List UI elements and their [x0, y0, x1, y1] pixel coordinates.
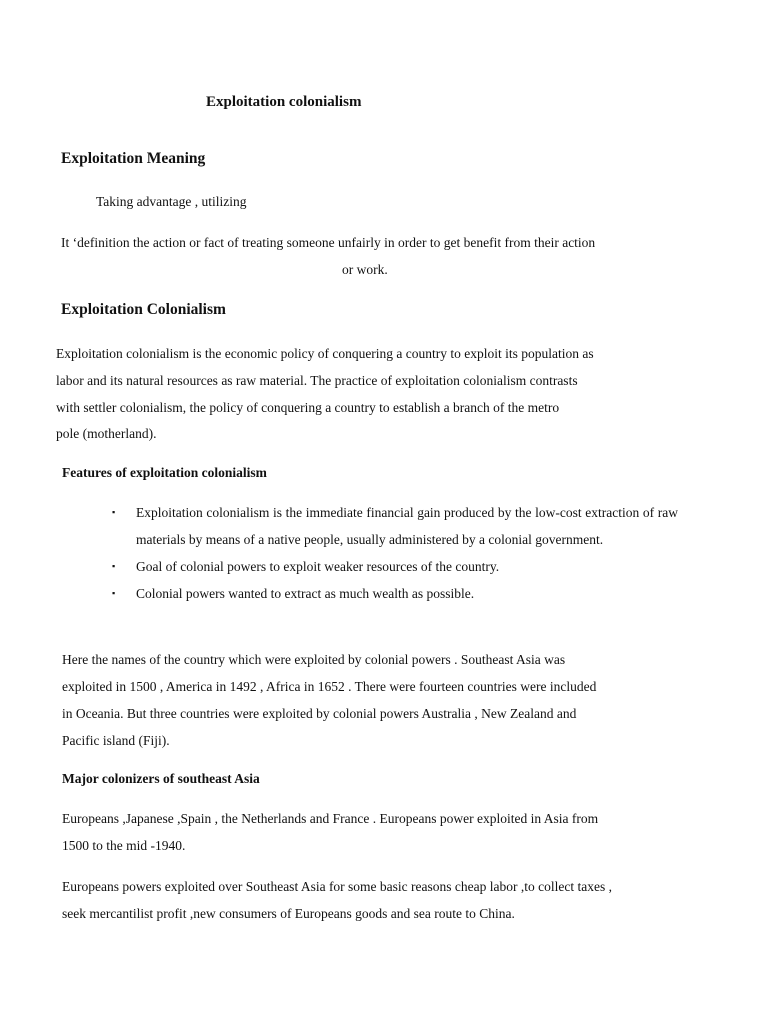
reasons-line-1: Europeans powers exploited over Southeast Asia for some basic reasons cheap labor ,to collect taxes ,	[62, 879, 612, 894]
countries-line-4: Pacific island (Fiji).	[62, 733, 170, 748]
list-item	[110, 553, 678, 580]
countries-line-2: exploited in 1500 , America in 1492 , Africa in 1652 . There were fourteen countries were included	[62, 679, 597, 694]
features-heading: Features of exploitation colonialism	[62, 465, 267, 480]
reasons-line-2: seek mercantilist profit ,new consumers of Europeans goods and sea route to China.	[62, 906, 515, 921]
bullet-icon: ▪	[112, 507, 116, 517]
features-list	[110, 499, 678, 607]
colonialism-line-3: with settler colonialism, the policy of conquering a country to establish a branch of the metro	[56, 400, 560, 415]
list-item-text: Goal of colonial powers to exploit weaker resources of the country.	[136, 559, 500, 574]
countries-line-1: Here the names of the country which were exploited by colonial powers . Southeast Asia was	[62, 652, 566, 667]
countries-line-3: in Oceania. But three countries were exploited by colonial powers Australia , New Zealand and	[62, 706, 577, 721]
meaning-heading: Exploitation Meaning	[61, 150, 206, 167]
definition-line-1: It ‘definition the action or fact of treating someone unfairly in order to get benefit from their action	[61, 235, 596, 250]
colonialism-line-4: pole (motherland).	[56, 426, 157, 441]
colonizers-line-1: Europeans ,Japanese ,Spain , the Netherlands and France . Europeans power exploited in Asia from	[62, 811, 599, 826]
list-item	[110, 499, 678, 553]
bullet-icon: ▪	[112, 561, 116, 571]
colonialism-line-1: Exploitation colonialism is the economic policy of conquering a country to exploit its population as	[56, 346, 594, 361]
colonizers-heading: Major colonizers of southeast Asia	[62, 771, 260, 786]
list-item-text: Exploitation colonialism is the immediate financial gain produced by the low-cost extraction of raw materials by means of a native people, usually administered by a colonial government.	[136, 505, 678, 547]
definition-line-2: or work.	[342, 262, 388, 277]
colonialism-line-2: labor and its natural resources as raw material. The practice of exploitation colonialism contrasts	[56, 373, 578, 388]
list-item	[110, 580, 678, 607]
colonialism-heading: Exploitation Colonialism	[61, 301, 226, 318]
colonizers-line-2: 1500 to the mid -1940.	[62, 838, 186, 853]
list-item-text: Colonial powers wanted to extract as much wealth as possible.	[136, 586, 475, 601]
bullet-icon: ▪	[112, 588, 116, 598]
meaning-text: Taking advantage , utilizing	[96, 194, 247, 209]
document-title: Exploitation colonialism	[206, 94, 362, 110]
